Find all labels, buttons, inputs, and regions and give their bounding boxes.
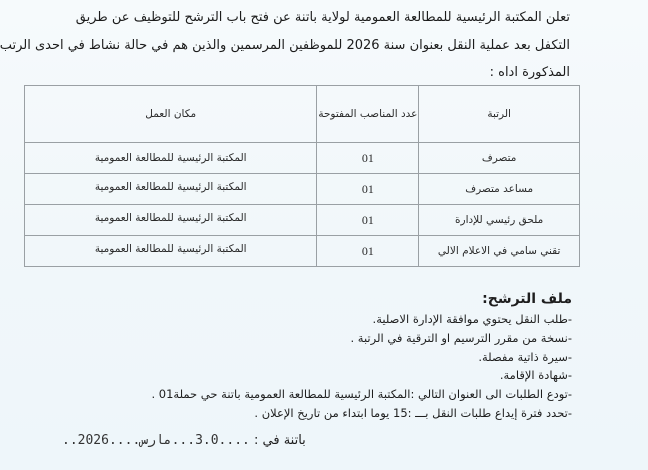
positions-table bbox=[24, 85, 580, 267]
place-date-label: باتنة في : bbox=[254, 433, 306, 448]
cell-rank: ملحق رئيسي للإدارة bbox=[419, 205, 580, 236]
submission-deadline: -تحدد فترة إيداع طلبات النقل بـــ :15 يوما ابتداء من تاريخ الإعلان . bbox=[254, 405, 572, 420]
cell-place: المكتبة الرئيسية للمطالعة العمومية bbox=[25, 205, 317, 236]
requirement-item: -طلب النقل يحتوي موافقة الإدارة الاصلية. bbox=[372, 312, 572, 326]
header-count: عدد المناصب المفتوحة bbox=[317, 86, 419, 143]
cell-rank: تقني سامي في الاعلام الالي bbox=[419, 236, 580, 267]
file-section-title: ملف الترشح: bbox=[482, 291, 572, 307]
header-place: مكان العمل bbox=[25, 86, 317, 143]
intro-line-3: المذكورة اداه : bbox=[489, 65, 570, 80]
cell-count: 01 bbox=[317, 143, 419, 174]
signature-line bbox=[62, 433, 306, 448]
table-row bbox=[25, 143, 580, 174]
cell-place: المكتبة الرئيسية للمطالعة العمومية bbox=[25, 143, 317, 174]
cell-rank: متصرف bbox=[419, 143, 580, 174]
cell-place: المكتبة الرئيسية للمطالعة العمومية bbox=[25, 174, 317, 205]
table-row bbox=[25, 205, 580, 236]
cell-count: 01 bbox=[317, 174, 419, 205]
table-header-row bbox=[25, 86, 580, 143]
handwritten-date: ....3.0...مارس....2026.. bbox=[62, 433, 250, 448]
requirement-item: -سيرة ذاتية مفصلة. bbox=[478, 349, 572, 364]
cell-count: 01 bbox=[317, 236, 419, 267]
requirement-item: -شهادة الإقامة. bbox=[499, 368, 572, 383]
cell-rank: مساعد متصرف bbox=[419, 174, 580, 205]
table-row bbox=[25, 236, 580, 267]
intro-line-1: تعلن المكتبة الرئيسية للمطالعة العمومية لولاية باتنة عن فتح باب الترشح للتوظيف عن طريق bbox=[75, 10, 570, 25]
table-row bbox=[25, 174, 580, 205]
header-rank: الرتبة bbox=[419, 86, 580, 143]
cell-count: 01 bbox=[317, 205, 419, 236]
requirement-item: -نسخة من مقرر الترسيم او الترقية في الرتبة . bbox=[350, 330, 572, 345]
intro-line-2: التكفل بعد عملية النقل بعنوان سنة 2026 للموظفين المرسمين والذين هم في حالة نشاط في احدى الرتب bbox=[0, 37, 570, 53]
submission-address: -تودع الطلبات الى العنوان التالي :المكتبة الرئيسية للمطالعة العمومية باتنة حي حملة01 . bbox=[151, 387, 572, 402]
announcement-intro bbox=[0, 4, 570, 87]
cell-place: المكتبة الرئيسية للمطالعة العمومية bbox=[25, 236, 317, 267]
application-file-section bbox=[40, 290, 572, 423]
